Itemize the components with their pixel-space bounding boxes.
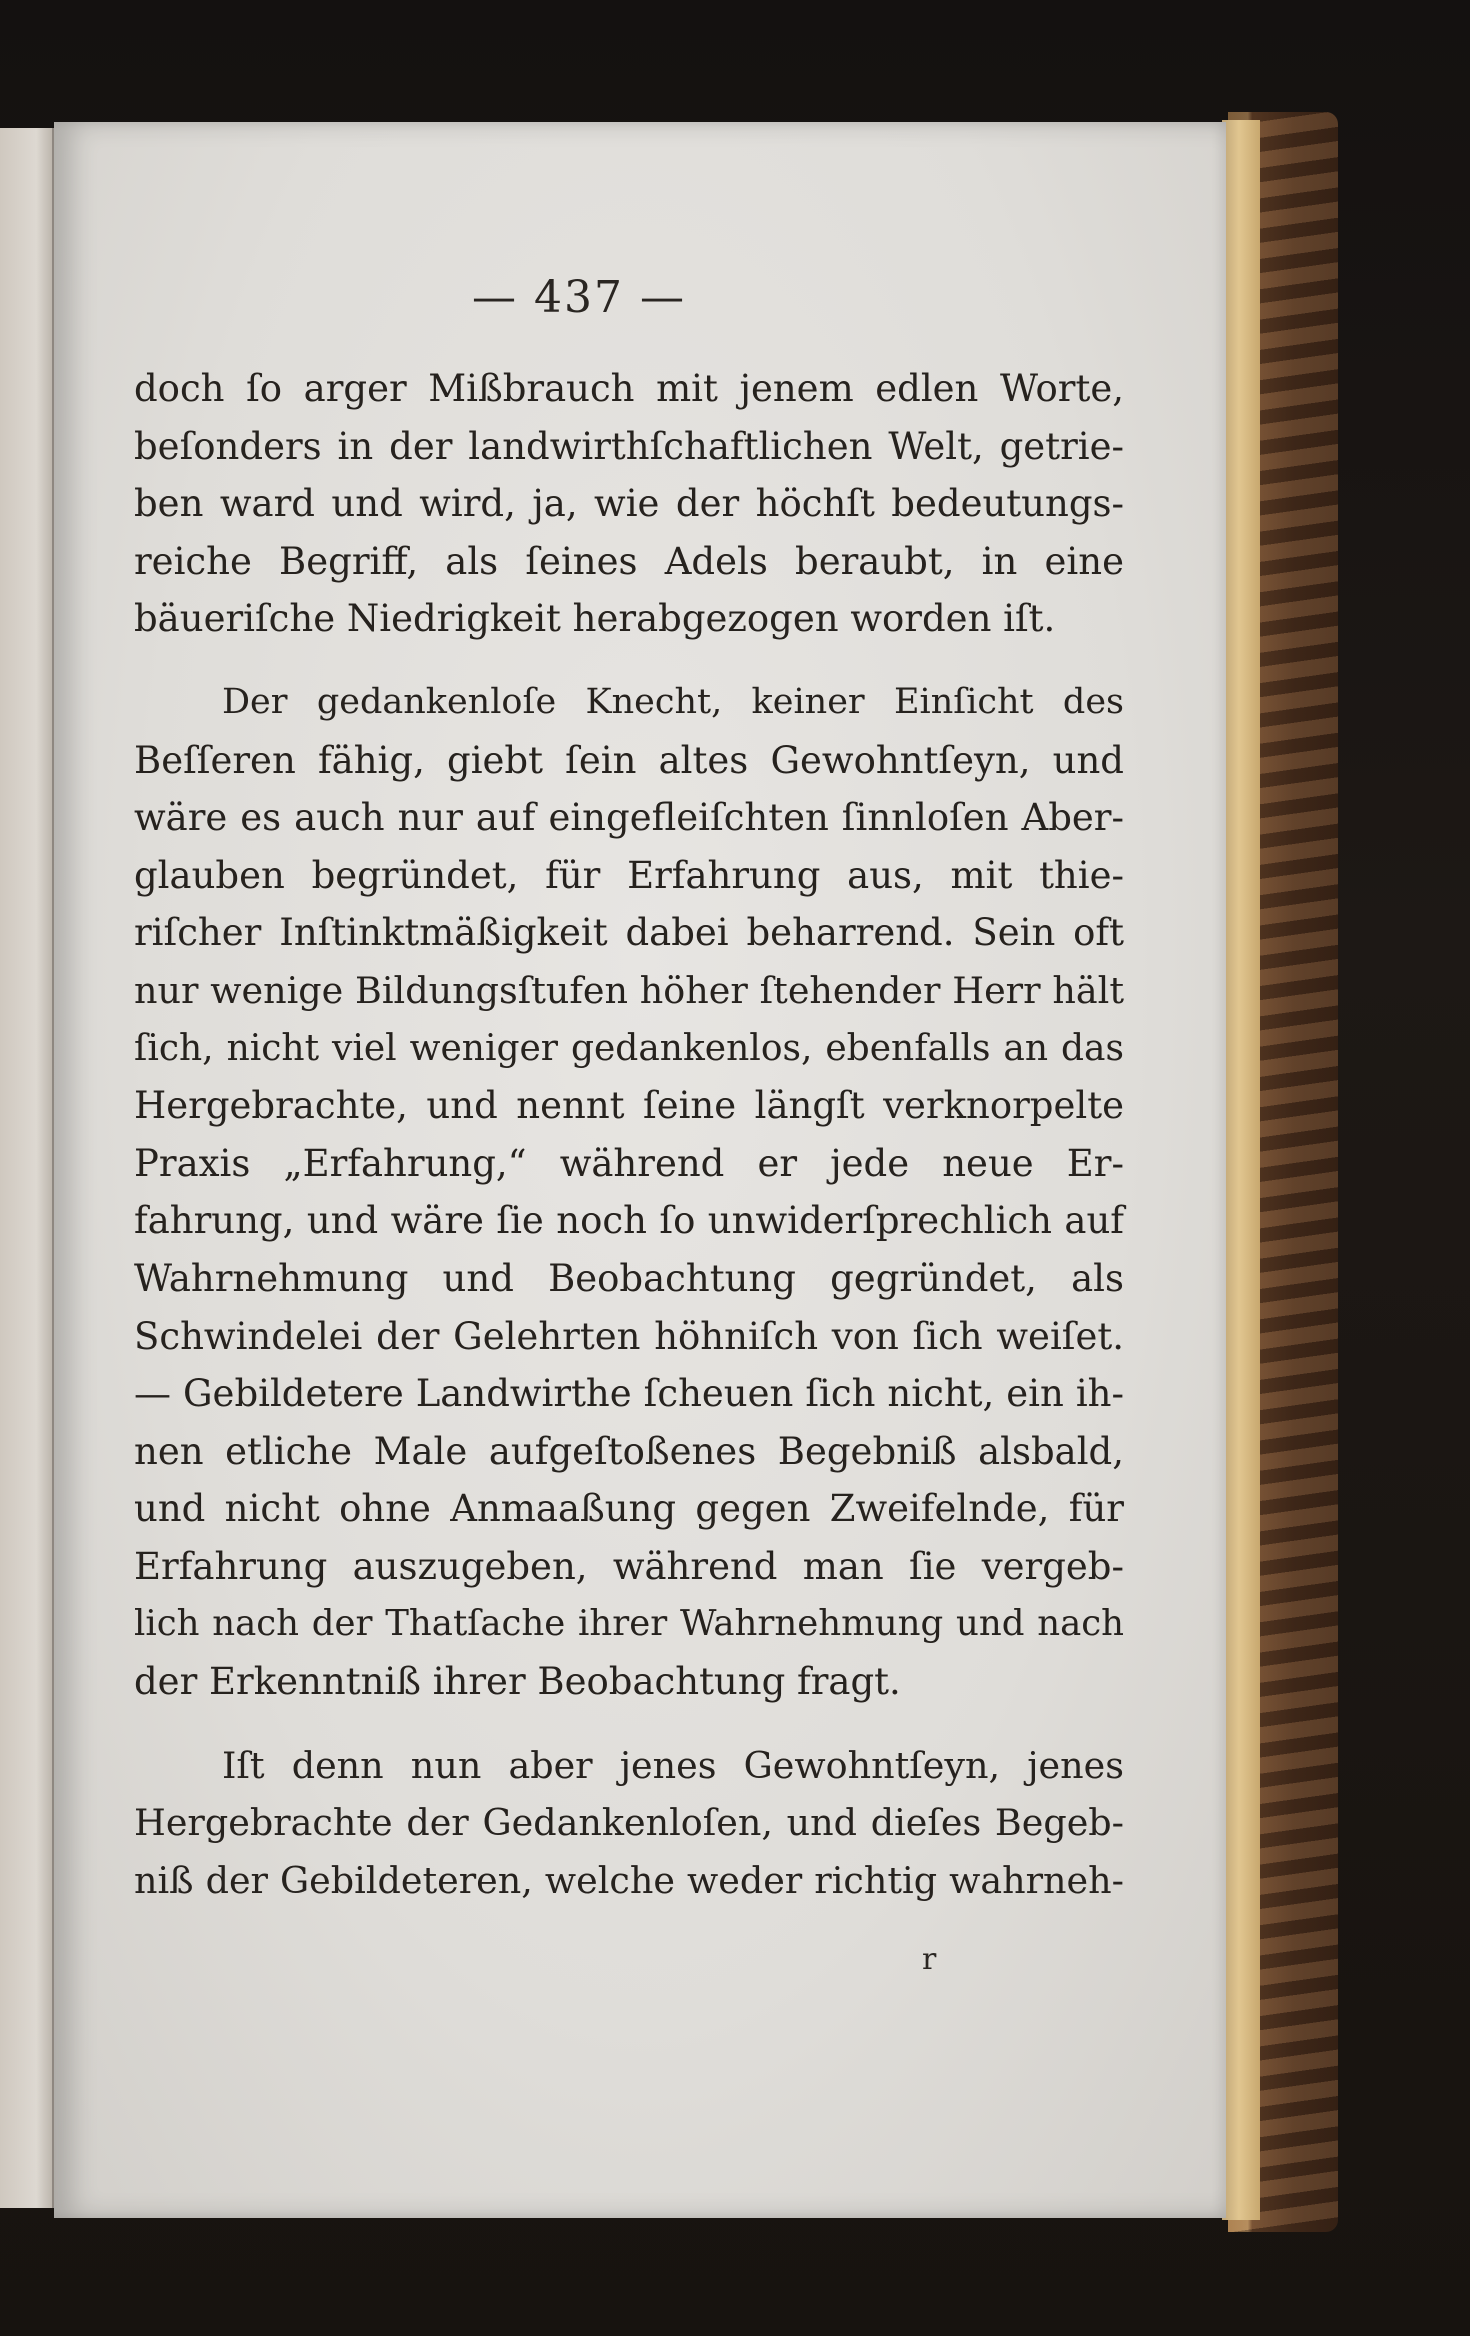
text-line: doch ſo arger Mißbrauch mit jenem edlen Worte, bbox=[134, 367, 1124, 410]
text-line: niß der Gebildeteren, welche weder richtig wahrneh- bbox=[134, 1858, 1124, 1902]
page-body bbox=[134, 360, 1124, 1935]
page-edges bbox=[1222, 120, 1260, 2220]
text-line: nen etliche Male aufgeſtoßenes Begebniß alsbald, bbox=[134, 1429, 1124, 1473]
text-line: ſich, nicht viel weniger gedankenlos, ebenfalls an das bbox=[134, 1027, 1124, 1069]
text-line: Hergebrachte, und nennt ſeine längſt verknorpelte bbox=[134, 1084, 1124, 1128]
paragraph-3 bbox=[134, 1737, 1124, 1910]
text-line: nur wenige Bildungsſtufen höher ſtehender Herr hält bbox=[134, 968, 1124, 1012]
text-line: Wahrnehmung und Beobachtung gegründet, als bbox=[134, 1256, 1124, 1300]
text-line: Praxis „Erfahrung,“ während er jede neue Er- bbox=[134, 1141, 1124, 1185]
text-line: Schwindelei der Gelehrten höhniſch von ſich weiſet. bbox=[134, 1314, 1124, 1358]
text-line: lich nach der Thatſache ihrer Wahrnehmung und nach bbox=[134, 1603, 1124, 1645]
text-line: Iſt denn nun aber jenes Gewohntſeyn, jenes bbox=[222, 1743, 1124, 1787]
text-line: Der gedankenloſe Knecht, keiner Einſicht des bbox=[222, 681, 1124, 722]
text-line: Beſſeren fähig, giebt ſein altes Gewohntſeyn, und bbox=[134, 738, 1124, 782]
text-line: der Erkenntniß ihrer Beobachtung fragt. bbox=[134, 1660, 901, 1704]
text-line: und nicht ohne Anmaaßung gegen Zweifelnde, für bbox=[134, 1487, 1124, 1531]
paragraph-1 bbox=[134, 360, 1124, 648]
text-line: Hergebrachte der Gedankenloſen, und dieſes Begeb- bbox=[134, 1801, 1124, 1845]
text-line: Erfahrung auszugeben, während man ſie vergeb- bbox=[134, 1544, 1124, 1588]
text-line: — Gebildetere Landwirthe ſcheuen ſich nicht, ein ih- bbox=[134, 1372, 1124, 1416]
text-line: bäueriſche Niedrigkeit herabgezogen worden iſt. bbox=[134, 597, 1056, 641]
page-number: — 437 — bbox=[472, 272, 686, 323]
text-line: wäre es auch nur auf eingefleiſchten ſinnloſen Aber- bbox=[134, 796, 1124, 840]
text-line: riſcher Inſtinktmäßigkeit dabei beharrend. Sein oft bbox=[134, 911, 1124, 955]
book-page bbox=[54, 122, 1226, 2218]
text-line: glauben begründet, für Erfahrung aus, mit thie- bbox=[134, 853, 1124, 897]
text-line: fahrung, und wäre ſie noch ſo unwiderſprechlich auf bbox=[134, 1199, 1124, 1243]
text-line: reiche Begriff, als ſeines Adels beraubt, in eine bbox=[134, 539, 1124, 583]
paragraph-2 bbox=[134, 674, 1124, 1711]
facing-page-edge bbox=[0, 128, 54, 2208]
text-line: beſonders in der landwirthſchaftlichen Welt, getrie- bbox=[134, 424, 1124, 468]
printer-mark: r bbox=[922, 1942, 937, 1977]
text-line: ben ward und wird, ja, wie der höchſt bedeutungs- bbox=[134, 482, 1124, 526]
